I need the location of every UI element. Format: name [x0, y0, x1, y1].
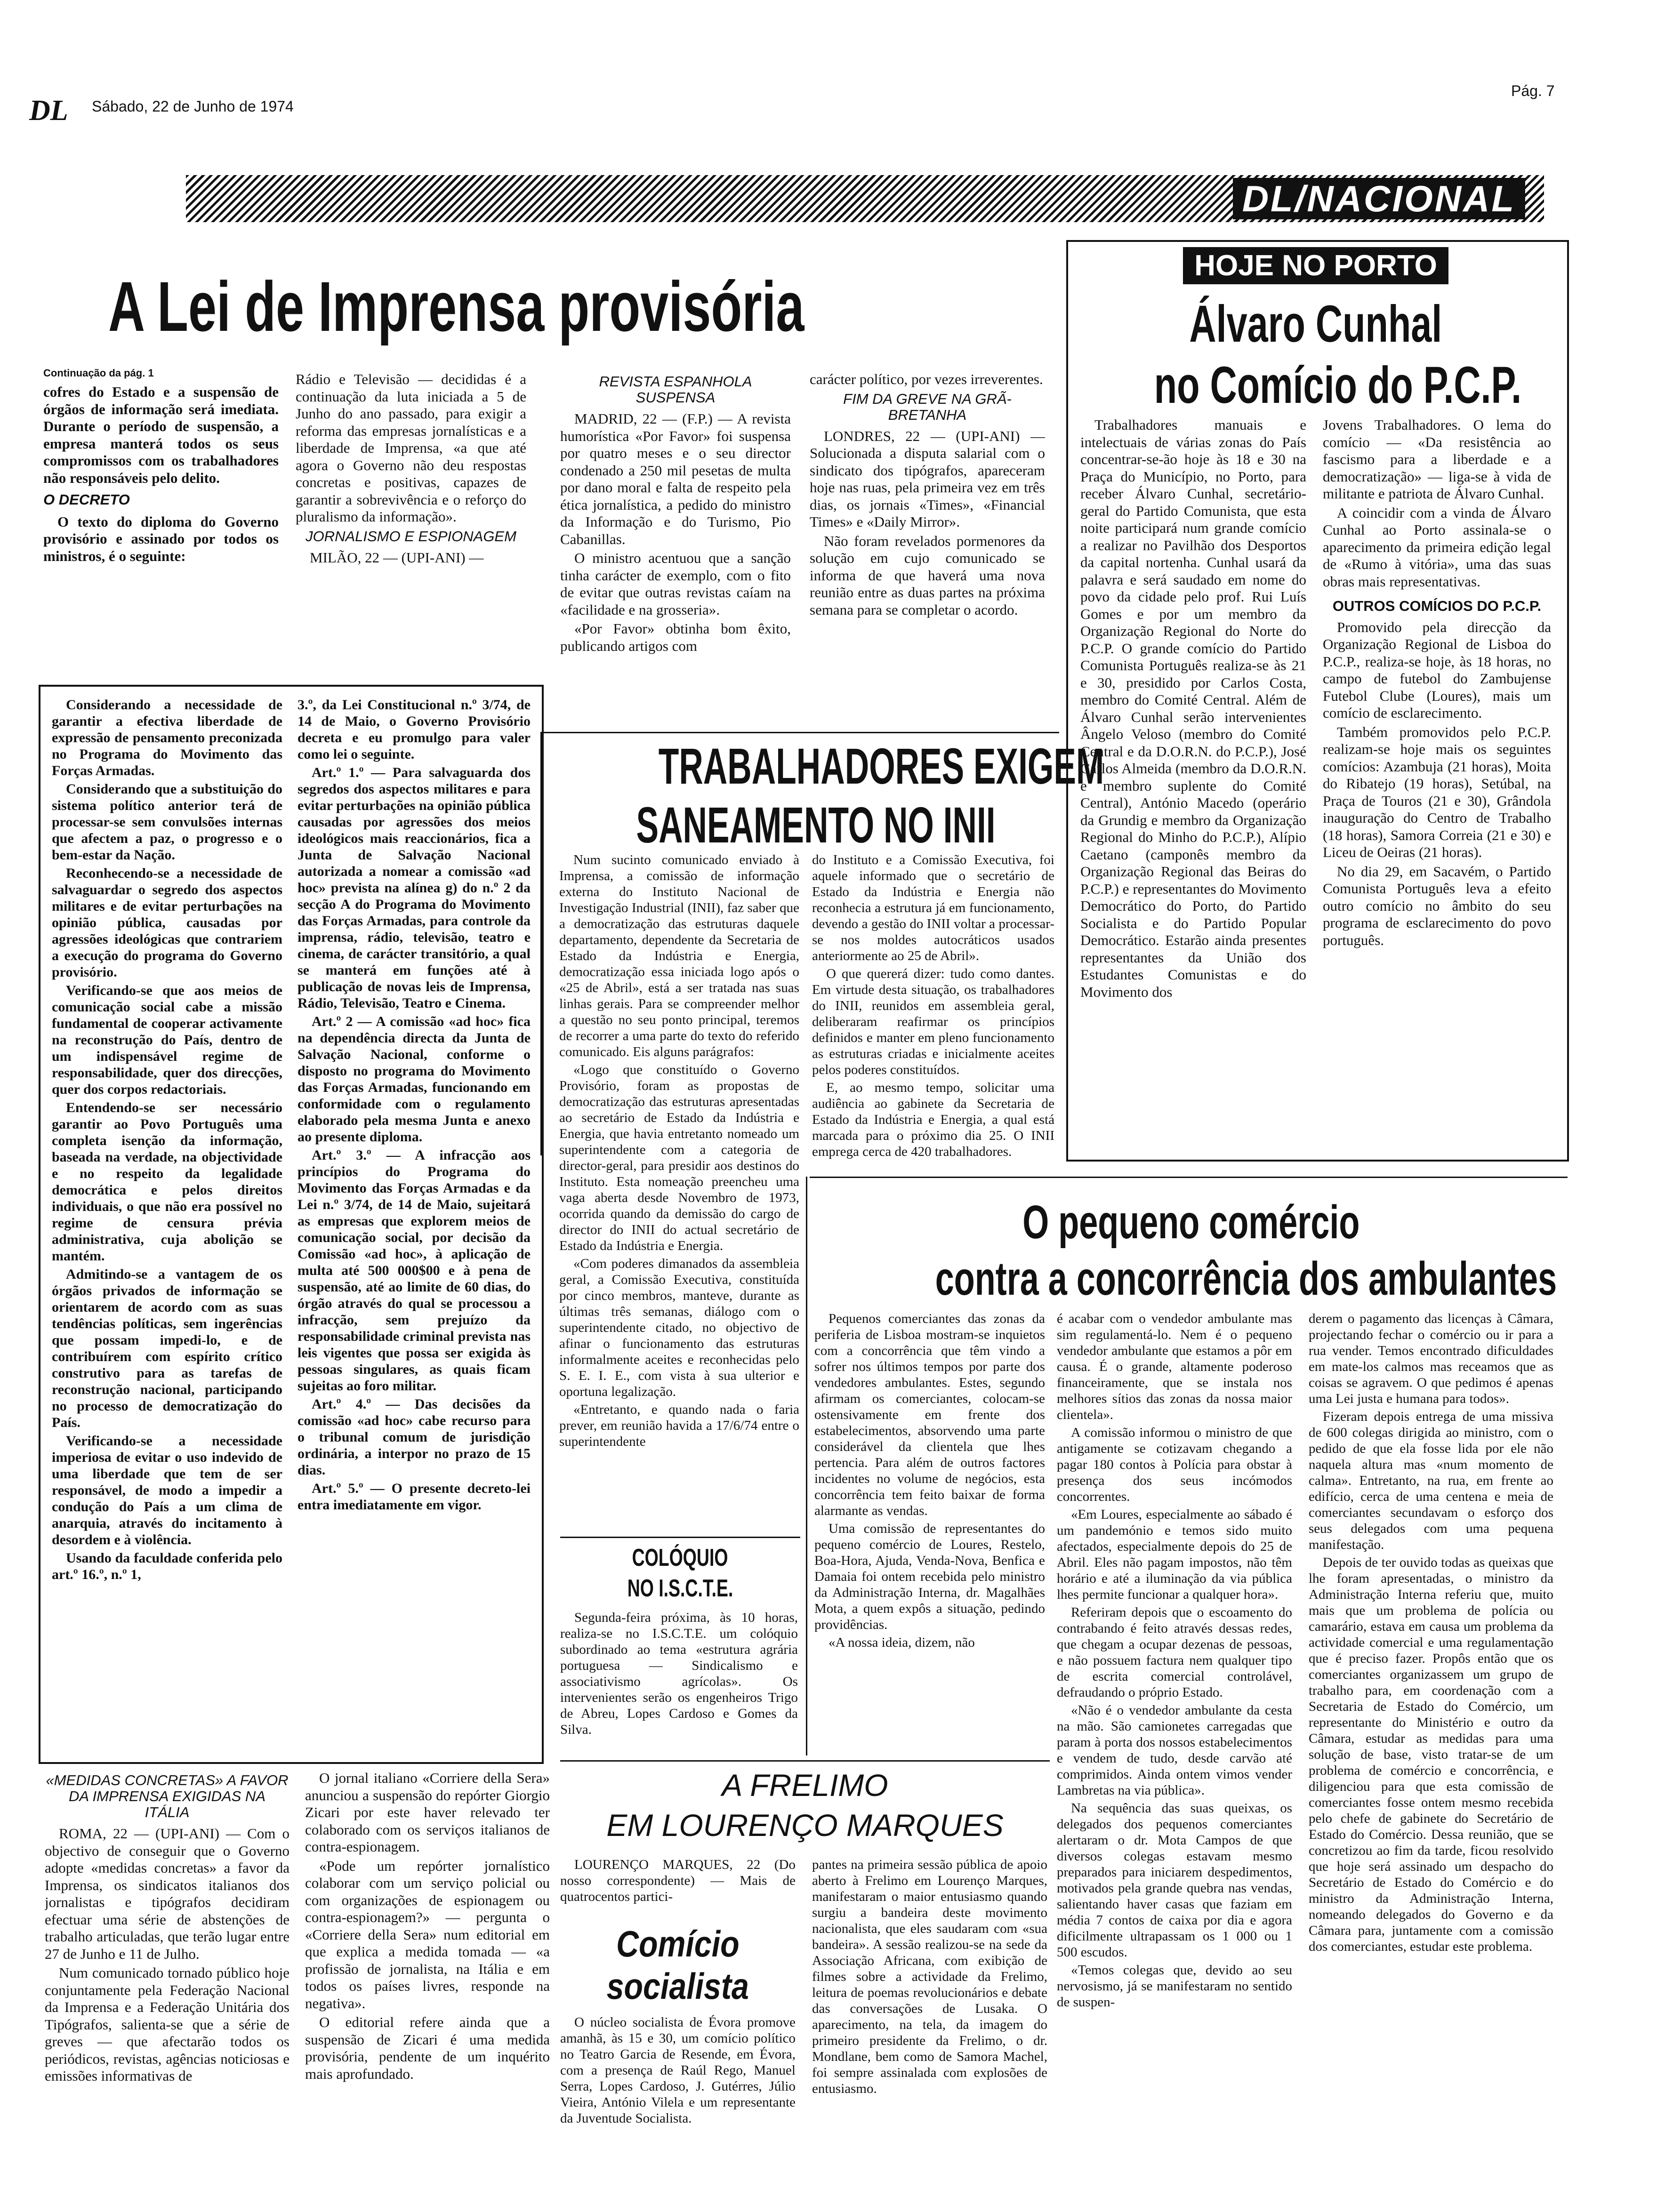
subheading: OUTROS COMÍCIOS DO P.C.P.: [1332, 598, 1542, 614]
paragraph: Fizeram depois entrega de uma missiva de 600 colegas dirigida ao ministro, com o pedido de que ela fosse lida por ele não naquela altura mas «num momento de calma». Entretanto, na rua, em frente ao edifício, cerca de uma centena e meia de comerciantes secundavam o esforço dos seus delegados com uma pequena manifestação.: [1309, 1409, 1553, 1552]
comercio-column-2: [1057, 1311, 1292, 2196]
comercio-headline-2-text: contra a concorrência dos ambulantes: [935, 1252, 1557, 1305]
comercio-headline-2: [814, 1252, 1568, 1306]
lead-column-4: [810, 371, 1045, 729]
paragraph: Num sucinto comunicado enviado à Imprensa, a comissão de informação externa do Instituto Nacional de Investigação Industrial (INII), faz saber que a democratização das estruturas daquele departamento, dependente da Secretaria de Estado da Indústria e Energia, democratização essa iniciada logo após o «25 de Abril», está a ser tratada nas suas linhas gerais. Para se compreender melhor a questão no seu ponto principal, teremos de recorrer a uma parte do texto do referido comunicado. Eis alguns parágrafos:: [559, 852, 799, 1059]
comercio-column-3: [1309, 1311, 1553, 2196]
lead-column-2: [296, 371, 526, 681]
paragraph: Também promovidos pelo P.C.P. realizam-se hoje mais os seguintes comícios: Azambuja (21 horas), Moita do Ribatejo (19 horas), Setúbal, na Praça de Touros (21 e 30), Grândola inauguração do Centro de Trabalho (18 horas), Samora Correia (21 e 30) e Liceu de Oeiras (21 horas).: [1323, 723, 1551, 860]
paragraph: «Pode um repórter jornalístico colaborar com um serviço policial ou com organizações de espionagem ou contra-espionagem?» — pergunta o «Corriere della Sera» num editorial em que explica a medida tomada — «a profissão de jornalista, na Itália e em todos os países livres, responde na negativa».: [305, 1857, 550, 2012]
paragraph: Referiram depois que o escoamento do contrabando é feito através dessas redes, que chegam a ocupar dezenas de pessoas, e não possuem factura nem qualquer tipo de escrita comercial controlável, defraudando o próprio Estado.: [1057, 1605, 1292, 1700]
paragraph: Entendendo-se ser necessário garantir ao Povo Português uma completa isenção da informação, baseada na verdade, na objectividade e no respeito da legalidade democrática e pelos direitos individuais, o que não era possível no regime de censura prévia administrativa, cuja abolição se mantém.: [52, 1100, 282, 1264]
paragraph: Art.º 3.º — A infracção aos princípios do Programa do Movimento das Forças Armadas e da Lei n.º 3/74, de 14 de Maio, sujeitará as empresas que explorem meios de comunicação social, por decisão da Comissão «ad hoc», à aplicação de multa até 500 000$00 e à pena de suspensão, até ao limite de 60 dias, do órgão através do qual se processou a infracção, sem prejuízo da responsabilidade criminal prevista nas leis vigentes que possa ser exigida às pessoas singulares, as quais ficam sujeitas ao foro militar.: [298, 1147, 531, 1394]
porto-kicker: [1083, 247, 1549, 284]
paragraph: O núcleo socialista de Évora promove amanhã, às 15 e 30, um comício político no Teatro Garcia de Resende, em Évora, com a presença de Raúl Rego, Manuel Serra, Lopes Cardoso, J. Gutérres, Júlio Vieira, António Vilela e um representante da Juventude Socialista.: [560, 2015, 796, 2126]
frelimo-headline-1: A FRELIMO: [722, 1768, 888, 1803]
coloquio-headline-2-text: NO I.S.C.T.E.: [627, 1575, 733, 1602]
paragraph: Uma comissão de representantes do pequeno comércio de Loures, Restelo, Boa-Hora, Ajuda, Venda-Nova, Benfica e Damaia foi ontem recebida pelo ministro da Administração Interna, dr. Magalhães Mota, a quem expôs a situação, pedindo providências.: [814, 1521, 1045, 1632]
socialista-body: [560, 2014, 796, 2203]
section-banner: [186, 175, 1544, 222]
paragraph: Rádio e Televisão — decididas é a continuação da luta iniciada a 5 de Junho do ano passado, para exigir a reforma das empresas jornalísticas e a liberdade de Imprensa, «a que até agora o Governo não deu respostas concretas e positivas, capazes de garantir a sobrevivência e o reforço do pluralismo da informação».: [296, 371, 526, 525]
paragraph: pantes na primeira sessão pública de apoio aberto à Frelimo em Lourenço Marques, manifestaram o maior entusiasmo quando surgiu a bandeira deste movimento nacionalista, que eles saudaram com «sua bandeira». A sessão realizou-se na sede da Associação Africana, com exibição de filmes sobre a actividade da Frelimo, leitura de poemas revolucionários e debate das conversações de Lusaka. O aparecimento, na tela, da imagem do primeiro presidente da Frelimo, o dr. Mondlane, bem como de Samora Machel, foi sempre assinalada com explosões de entusiasmo.: [812, 1857, 1047, 2096]
paragraph: Pequenos comerciantes das zonas da periferia de Lisboa mostram-se inquietos com a concorrência que têm vindo a sofrer nos últimos tempos por parte dos vendedores ambulantes. Estes, segundo afirmam os comerciantes, colocam-se ostensivamente em frente dos estabelecimentos, absorvendo uma parte considerável da clientela que lhes pertencia. Para além de outros factores incidentes no volume de negócios, esta concorrência tem feito baixar de forma alarmante as vendas.: [814, 1311, 1045, 1518]
paragraph: E, ao mesmo tempo, solicitar uma audiência ao gabinete da Secretaria de Estado da Indústria e Energia, a qual está marcada para o próximo dia 25. O INII emprega cerca de 420 trabalhadores.: [812, 1080, 1054, 1159]
paragraph: Depois de ter ouvido todas as queixas que lhe foram apresentadas, o ministro da Administração Interna referiu que, muito mais que um problema de polícia ou camarário, estava em causa um problema da actividade comercial e uma regulamentação que é preciso fazer. Propôs então que os comerciantes organizassem um grupo de trabalho para, em coordenação com a Secretaria de Estado do Comércio, um representante do Ministério e outro da Câmara, estudar as medidas para uma solução de base, visto tratar-se de um problema de comércio e concorrência, e diligenciou para que esta comissão de comerciantes fosse ontem mesmo recebida pelo chefe de gabinete do Secretário de Estado do Comércio. Dessa reunião, que se concretizou ao fim da tarde, ficou resolvido que hoje será assinado um despacho do Secretário de Estado do Comércio e do ministro da Administração Interna, nomeando delegados do Governo e da Câmara para, juntamente com a comissão dos comerciantes, estudar este problema.: [1309, 1555, 1553, 1954]
paragraph: O jornal italiano «Corriere della Sera» anunciou a suspensão do repórter Giorgio Zicari por este haver relevado ter colaborado com os serviços italianos de contra-espionagem.: [305, 1770, 550, 1855]
coloquio-headline-2: [560, 1574, 800, 1603]
paragraph: Promovido pela direcção da Organização Regional de Lisboa do P.C.P., realiza-se hoje, às 18 horas, no campo de futebol do Zambujense Futebol Clube (Loures), mais um comício de esclarecimento.: [1323, 618, 1551, 721]
inii-column-2: [812, 852, 1054, 1191]
paragraph: Art.º 1.º — Para salvaguarda dos segredos dos aspectos militares e para evitar perturbações na opinião pública causadas por agressões dos meios ideológicos mais reaccionários, fica a Junta de Salvação Nacional autorizada a nomear a comissão «ad hoc» prevista na alínea g) do n.º 2 da secção A do Programa do Movimento das Forças Armadas, para controle da imprensa, rádio, televisão, teatro e cinema, de carácter transitório, a qual se manterá em funções até à publicação de novas leis de Imprensa, Rádio, Televisão, Teatro e Cinema.: [298, 765, 531, 1011]
continuation-note: Continuação da pág. 1: [43, 367, 154, 379]
comercio-rule: [810, 1177, 1568, 1178]
socialista-headline-1: [560, 1923, 796, 1965]
paragraph: Considerando a necessidade de garantir a efectiva liberdade de expressão de pensamento preconizada no Programa do Movimento das Forças Armadas.: [52, 697, 282, 778]
subheading: O DECRETO: [43, 491, 130, 508]
inii-headline-2-text: SANEAMENTO NO INII: [636, 796, 996, 853]
comercio-headline-1-text: O pequeno comércio: [1022, 1196, 1360, 1249]
paragraph: Não foram revelados pormenores da solução em cujo comunicado se informa de que haverá uma nova reunião entre as duas partes na próxima semana para se completar o acordo.: [810, 532, 1045, 618]
frelimo-headline-2: EM LOURENÇO MARQUES: [606, 1808, 1004, 1843]
paragraph: Verificando-se que aos meios de comunicação social cabe a missão fundamental de cooperar activamente na reconstrução do País, dentro de um indispensável regime de responsabilidade, quer dos direcções, quer dos corpos redactoriais.: [52, 983, 282, 1097]
subheading: REVISTA ESPANHOLA SUSPENSA: [599, 373, 752, 406]
coloquio-rule: [560, 1537, 800, 1538]
paragraph: Art.º 4.º — Das decisões da comissão «ad hoc» cabe recurso para o tribunal comum de jurisdição ordinária, a interpor no prazo de 15 dias.: [298, 1396, 531, 1478]
inii-headline-2: [544, 795, 1057, 854]
paragraph: A coincidir com a vinda de Álvaro Cunhal ao Porto assinala-se o aparecimento da primeira edição legal de «Rumo à vitória», uma das suas obras mais representativas.: [1323, 504, 1551, 590]
comercio-column-1: [814, 1311, 1045, 1763]
paragraph: Reconhecendo-se a necessidade de salvaguardar o segredo dos aspectos militares e de evitar perturbações na opinião pública, causadas por agressões ideológicas que contrariem a execução do programa do Governo provisório.: [52, 866, 282, 980]
porto-headline-2: [1083, 355, 1549, 415]
paragraph: MILÃO, 22 — (UPI-ANI) —: [310, 549, 484, 566]
paragraph: 3.º, da Lei Constitucional n.º 3/74, de 14 de Maio, o Governo Provisório decreta e eu promulgo para valer como lei o seguinte.: [298, 697, 531, 762]
coloquio-body: [560, 1610, 798, 1751]
paragraph: «Não é o vendedor ambulante da cesta na mão. São camionetes carregadas que param à porta dos nossos estabelecimentos e vendem de tudo, desde carvão até comprimidos. Ainda ontem vimos vender Lambretas na via pública».: [1057, 1703, 1292, 1798]
porto-column-2: [1323, 417, 1551, 1151]
inii-rule: [541, 732, 1059, 733]
inii-side-rule: [540, 732, 542, 1155]
paragraph: carácter político, por vezes irreverentes.: [810, 371, 1043, 387]
porto-headline-2-text: no Comício do P.C.P.: [1154, 356, 1522, 414]
paragraph: Trabalhadores manuais e intelectuais de várias zonas do País concentrar-se-ão hoje às 18 e 30 na Praça do Município, no Porto, para receber Álvaro Cunhal, secretário-geral do Partido Comunista, que esta noite participará num grande comício a realizar no Pavilhão dos Desportos da capital nortenha. Cunhal usará da palavra e será saudado em nome do povo da cidade pelo prof. Rui Luís Gomes e por um membro da Organização Regional do Norte do P.C.P. O grande comício do Partido Comunista Português realiza-se às 21 e 30, presidido por Carlos Costa, membro do Comité Central. Além de Álvaro Cunhal serão intervenientes Ângelo Veloso (membro do Comité Central e da D.O.R.N. do P.C.P.), José Carlos Almeida (membro da D.O.R.N. e membro suplente do Comité Central), António Macedo (operário da Grundig e membro da Organização Regional do Minho do P.C.P.), Alípio Caetano (camponês membro da Organização Regional das Beiras do P.C.P.) e representantes do Movimento Democrático do Porto, do Partido Socialista e do Partido Popular Democrático. Estarão ainda presentes representantes da União dos Estudantes Comunistas e do Movimento dos: [1080, 417, 1306, 1000]
decree-column-1: [52, 697, 282, 1751]
paragraph: Usando da faculdade conferida pelo art.º 16.º, n.º 1,: [52, 1550, 282, 1582]
comercio-side-rule: [806, 1177, 807, 1755]
paragraph: «Em Loures, especialmente ao sábado é um pandemónio e temos sido muito afectados, especialmente depois do 25 de Abril. Eles não pagam impostos, não têm horário e até a iluminação da via pública lhes permite funcionar a qualquer hora».: [1057, 1507, 1292, 1602]
italy-column-1: [45, 1770, 290, 2203]
frelimo-column-2: [812, 1857, 1047, 2205]
section-label: DL/NACIONAL: [1233, 178, 1525, 219]
paragraph: Na sequência das suas queixas, os delegados dos pequenos comerciantes alertaram o dr. Mota Campos de que diversos colegas estavam mesmo preparados para iniciarem despedimentos, motivados pela grande quebra nas vendas, salientando haver casas que faziam em média 7 contos de caixa por dia e agora dificilmente ultrapassam os 1 000 ou 1 500 escudos.: [1057, 1801, 1292, 1960]
paragraph: «Entretanto, e quando nada o faria prever, em reunião havida a 17/6/74 entre o superintendente: [559, 1402, 799, 1449]
coloquio-headline-1: [560, 1544, 800, 1572]
paragraph: A comissão informou o ministro de que antigamente se cotizavam chegando a pagar 180 contos à Polícia para obstar à presença dos seus incómodos concorrentes.: [1057, 1425, 1292, 1504]
paragraph: Segunda-feira próxima, às 10 horas, realiza-se no I.S.C.T.E. um colóquio subordinado ao tema «estrutura agrária portuguesa — Sindicalismo e associativismo agrícolas». Os intervenientes serão os engenheiros Trigo de Abreu, Lopes Cardoso e Gomes da Silva.: [560, 1610, 798, 1737]
issue-date: Sábado, 22 de Junho de 1974: [92, 98, 294, 115]
paragraph: ROMA, 22 — (UPI-ANI) — Com o objectivo de conseguir que o Governo adopte «medidas concretas» a favor da Imprensa, os sindicatos italianos dos jornalistas e tipógrafos decidiram efectuar uma série de abstenções de trabalho articuladas, que terão lugar entre 27 de Junho e 11 de Julho.: [45, 1825, 290, 1962]
porto-kicker-text: HOJE NO PORTO: [1183, 247, 1448, 284]
inii-headline-1: [544, 737, 1104, 795]
lead-headline: A Lei de Imprensa provisória: [108, 267, 804, 346]
paragraph: derem o pagamento das licenças à Câmara, projectando fechar o comércio ou ir para a rua vender. Temos encontrado dificuldades em mate-los calmos mas receamos que as coisas se agravem. O que pedimos é apenas uma Lei justa e humana para todos».: [1309, 1311, 1553, 1406]
paragraph: «Por Favor» obtinha bom êxito, publicando artigos com: [560, 620, 791, 654]
masthead-logo: DL: [29, 95, 68, 127]
paragraph: Art.º 2 — A comissão «ad hoc» fica na dependência directa da Junta de Salvação Nacional, conforme o disposto no programa do Movimento das Forças Armadas, funcionando em conformidade com o regulamento elaborado pela mesma Junta e anexo ao presente diploma.: [298, 1014, 531, 1145]
porto-headline-1: [1083, 294, 1549, 354]
paragraph: O editorial refere ainda que a suspensão de Zicari é uma medida provisória, pendente de um inquérito mais aprofundado.: [305, 2014, 550, 2082]
frelimo-column-1: [560, 1857, 796, 1918]
socialista-headline-1-text: Comício: [616, 1923, 740, 1964]
lead-column-1: [43, 384, 279, 671]
paragraph: O ministro acentuou que a sanção tinha carácter de exemplo, com o fito de evitar que outras revistas caíam na «facilidade e na grosseria».: [560, 550, 791, 618]
coloquio-headline-1-text: COLÓQUIO: [632, 1544, 728, 1571]
lead-column-3: [560, 371, 791, 729]
paragraph: Admitindo-se a vantagem de os órgãos privados de informação se orientarem de acordo com as suas tendências políticas, sem ingerências que possam impedi-lo, e de contribuírem com espírito crítico construtivo para as tarefas de reconstrução nacional, participando no processo de democratização do País.: [52, 1266, 282, 1430]
paragraph: LOURENÇO MARQUES, 22 (Do nosso correspondente) — Mais de quatrocentos partici-: [560, 1857, 796, 1904]
paragraph: «Logo que constituído o Governo Provisório, foram as propostas de democratização das estruturas apresentadas ao secretário de Estado da Indústria e Energia, que havia entretanto nomeado um superintendente com a categoria de director-geral, para presidir aos destinos do Instituto. Esta nomeação preencheu uma vaga aberta desde Novembro de 1973, ocorrida quando da demissão do cargo de director do INII do actual secretário de Estado da Indústria e Energia.: [559, 1062, 799, 1253]
paragraph: «Com poderes dimanados da assembleia geral, a Comissão Executiva, constituída por cinco membros, manteve, durante as últimas três semanas, diálogo com o superintendente citado, no objectivo de afinar o funcionamento das estruturas informalmente aceites e reconhecidas pelo S. E. I. E., com vista à sua ulterior e oportuna legalização.: [559, 1256, 799, 1399]
decree-column-2: [298, 697, 531, 1751]
paragraph: cofres do Estado e a suspensão de órgãos de informação será imediata. Durante o período de suspensão, a empresa manterá todos os seus compromissos com os trabalhadores não responsáveis pelo delito.: [43, 384, 279, 486]
frelimo-rule: [560, 1760, 1050, 1762]
subheading: FIM DA GREVE NA GRÃ-BRETANHA: [843, 390, 1012, 423]
inii-column-1: [559, 852, 799, 1530]
paragraph: Art.º 5.º — O presente decreto-lei entra imediatamente em vigor.: [298, 1481, 531, 1513]
paragraph: Considerando que a substituição do sistema político anterior terá de processar-se sem convulsões internas que afectem a paz, o progresso e o bem-estar da Nação.: [52, 781, 282, 863]
paragraph: No dia 29, em Sacavém, o Partido Comunista Português leva a efeito outro comício no âmbito do seu programa de esclarecimento do povo português.: [1323, 863, 1551, 948]
italy-column-2: [305, 1770, 550, 2203]
paragraph: «Temos colegas que, devido ao seu nervosismo, já se manifestaram no sentido de suspen-: [1057, 1963, 1292, 2010]
paragraph: MADRID, 22 — (F.P.) — A revista humorística «Por Favor» foi suspensa por quatro meses e o seu director condenado a 250 mil pesetas de multa por dano moral e falta de respeito pela ética jornalística, a pedido do ministro da Informação e do Turismo, Pio Cabanillas.: [560, 410, 791, 547]
paragraph: Num comunicado tornado público hoje conjuntamente pela Federação Nacional da Imprensa e a Federação Unitária dos Tipógrafos, salienta-se que a série de greves — que afectarão todos os periódicos, revistas, agências noticiosas e emissões informativas de: [45, 1964, 290, 2084]
socialista-headline-2: [560, 1965, 796, 2008]
page-number: Pág. 7: [1511, 82, 1555, 99]
paragraph: Verificando-se a necessidade imperiosa de evitar o uso indevido de uma liberdade que tem de ser responsável, de modo a impedir a condução do País a um clima de anarquia, através do incitamento à desordem e à violência.: [52, 1433, 282, 1547]
paragraph: O texto do diploma do Governo provisório e assinado por todos os ministros, é o seguinte:: [43, 513, 279, 564]
paragraph: O que quererá dizer: tudo como dantes. Em virtude desta situação, os trabalhadores do INII, reunidos em assembleia geral, deliberaram reafirmar os princípios definidos e manter em pleno funcionamento as estruturas criadas e inicialmente aceites pelos poderes constituídos.: [812, 966, 1054, 1077]
porto-headline-1-text: Álvaro Cunhal: [1189, 295, 1442, 353]
inii-headline-1-text: TRABALHADORES EXIGEM: [658, 737, 1104, 794]
subheading: «MEDIDAS CONCRETAS» A FAVOR DA IMPRENSA EXIGIDAS NA ITÁLIA: [46, 1772, 289, 1820]
socialista-headline-2-text: socialista: [606, 1965, 749, 2007]
paragraph: LONDRES, 22 — (UPI-ANI) — Solucionada a disputa salarial com o sindicato dos tipógrafos, apareceram hoje nas ruas, pela primeira vez em três dias, os jornais «Times», «Financial Times» e «Daily Mirror».: [810, 427, 1045, 530]
paragraph: do Instituto e a Comissão Executiva, foi aquele informado que o secretário de Estado da Indústria e Energia não reconhecia a estrutura já em funcionamento, devendo a gestão do INII voltar a processar-se nos moldes autocráticos usados anteriormente ao 25 de Abril».: [812, 852, 1054, 963]
comercio-headline-1: [814, 1195, 1568, 1250]
paragraph: Jovens Trabalhadores. O lema do comício — «Da resistência ao fascismo para a liberdade e a democratização» — liga-se à vida de militante e patriota de Álvaro Cunhal.: [1323, 417, 1551, 502]
subheading: JORNALISMO E ESPIONAGEM: [306, 528, 516, 545]
porto-column-1: [1080, 417, 1306, 1151]
paragraph: é acabar com o vendedor ambulante mas sim regulamentá-lo. Nem é o pequeno vendedor ambulante que estamos a pôr em causa. É o grande, altamente poderoso financeiramente, que se instala nos melhores sítios das zonas da nossa maior clientela».: [1057, 1311, 1292, 1422]
paragraph: «A nossa ideia, dizem, não: [828, 1635, 975, 1650]
